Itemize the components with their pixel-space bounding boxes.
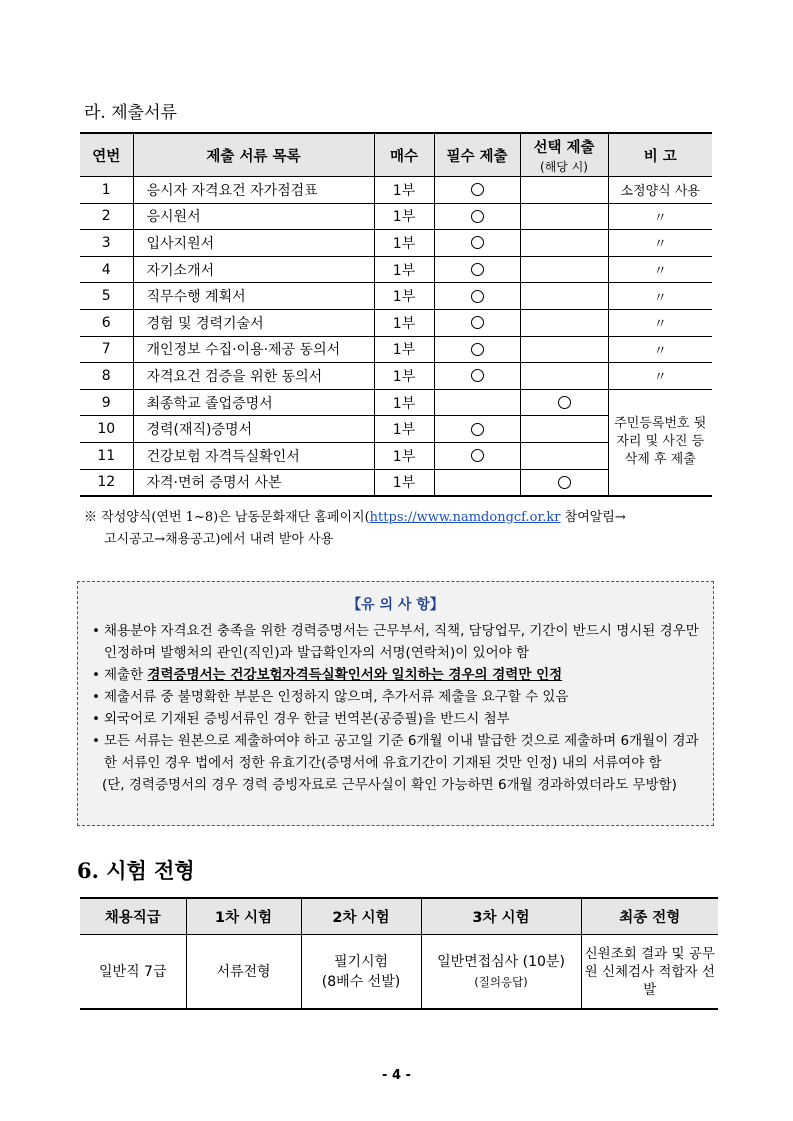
page-number: - 4 - — [382, 1068, 411, 1083]
final-cell: 신원조회 결과 및 공무원 신체검사 적합자 선발 — [581, 935, 718, 1010]
required-mark — [434, 442, 520, 469]
row-name: 경험 및 경력기술서 — [133, 309, 374, 336]
row-note: 〃 — [608, 309, 712, 336]
header-stage1: 1차 시험 — [186, 898, 301, 935]
documents-table — [80, 132, 712, 497]
row-count: 1부 — [374, 203, 434, 230]
header-grade: 채용직급 — [80, 898, 186, 935]
notice-list — [78, 620, 713, 774]
required-mark — [434, 309, 520, 336]
optional-mark — [520, 416, 608, 443]
list-item: • 제출서류 중 불명확한 부분은 인정하지 않으며, 추가서류 제출을 요구할 수 있음 — [92, 689, 569, 705]
required-mark — [434, 230, 520, 257]
row-no: 8 — [80, 363, 133, 390]
footnote-line-1: ※ 작성양식(연번 1~8)은 남동문화재단 홈페이지(https://www.namdongcf.or.kr 참여알림→ — [84, 510, 626, 525]
table-row — [80, 256, 712, 283]
header-required: 필수 제출 — [434, 133, 520, 177]
optional-mark — [520, 442, 608, 469]
grade-cell: 일반직 7급 — [80, 935, 186, 1010]
table-row — [80, 177, 712, 204]
row-note: 〃 — [608, 283, 712, 310]
circle-icon — [471, 369, 484, 382]
row-no: 3 — [80, 230, 133, 257]
header-count: 매수 — [374, 133, 434, 177]
header-note: 비 고 — [608, 133, 712, 177]
row-note: 〃 — [608, 336, 712, 363]
row-no: 7 — [80, 336, 133, 363]
table-row — [80, 283, 712, 310]
row-count: 1부 — [374, 336, 434, 363]
optional-mark — [520, 283, 608, 310]
notice-tail: (단, 경력증명서의 경우 경력 증빙자료로 근무사실이 확인 가능하면 6개월 경과하였더라도 무방함) — [102, 777, 677, 793]
circle-icon — [558, 396, 571, 409]
circle-icon — [471, 290, 484, 303]
row-name: 개인정보 수집·이용·제공 동의서 — [133, 336, 374, 363]
optional-mark — [520, 389, 608, 416]
row-no: 12 — [80, 469, 133, 496]
table-row — [80, 336, 712, 363]
header-final: 최종 전형 — [581, 898, 718, 935]
row-name: 응시원서 — [133, 203, 374, 230]
row-name: 직무수행 계획서 — [133, 283, 374, 310]
table-row — [80, 935, 718, 1010]
notice-box — [77, 581, 714, 826]
optional-mark — [520, 363, 608, 390]
row-no: 6 — [80, 309, 133, 336]
row-no: 2 — [80, 203, 133, 230]
optional-mark — [520, 203, 608, 230]
row-name: 자기소개서 — [133, 256, 374, 283]
optional-mark — [520, 230, 608, 257]
row-name: 경력(재직)증명서 — [133, 416, 374, 443]
row-name: 최종학교 졸업증명서 — [133, 389, 374, 416]
section-title: 라. 제출서류 — [84, 103, 177, 123]
exam-table — [80, 897, 718, 1010]
row-note: 〃 — [608, 203, 712, 230]
optional-mark — [520, 309, 608, 336]
stage1-cell: 서류전형 — [186, 935, 301, 1010]
required-mark — [434, 256, 520, 283]
row-no: 4 — [80, 256, 133, 283]
required-mark — [434, 203, 520, 230]
row-name: 자격·면허 증명서 사본 — [133, 469, 374, 496]
row-count: 1부 — [374, 363, 434, 390]
row-count: 1부 — [374, 309, 434, 336]
homepage-link[interactable]: https://www.namdongcf.or.kr — [369, 510, 561, 525]
list-item: • 제출한 경력증명서는 건강보험자격득실확인서와 일치하는 경우의 경력만 인정 — [92, 667, 563, 683]
row-count: 1부 — [374, 389, 434, 416]
row-note: 〃 — [608, 363, 712, 390]
footnote-line-2: 고시공고→채용공고)에서 내려 받아 사용 — [104, 532, 334, 547]
circle-icon — [471, 236, 484, 249]
header-stage3: 3차 시험 — [421, 898, 581, 935]
list-item: • 채용분야 자격요건 충족을 위한 경력증명서는 근무부서, 직책, 담당업무, 기간이 반드시 명시된 경우만 인정하며 발행처의 관인(직인)과 발급확인자의 서명(연락처)이 있어야 함 — [92, 623, 699, 661]
required-mark — [434, 416, 520, 443]
stage3-cell: 일반면접심사 (10분) (질의응답) — [421, 935, 581, 1010]
circle-icon — [471, 263, 484, 276]
circle-icon — [471, 210, 484, 223]
circle-icon — [558, 476, 571, 489]
row-count: 1부 — [374, 177, 434, 204]
row-count: 1부 — [374, 283, 434, 310]
row-note: 소정양식 사용 — [608, 177, 712, 204]
footnote — [84, 507, 724, 551]
row-count: 1부 — [374, 469, 434, 496]
row-name: 자격요건 검증을 위한 동의서 — [133, 363, 374, 390]
optional-mark — [520, 336, 608, 363]
required-mark — [434, 389, 520, 416]
row-count: 1부 — [374, 256, 434, 283]
list-item: • 외국어로 기재된 증빙서류인 경우 한글 번역본(공증필)을 반드시 첨부 — [92, 711, 510, 727]
required-mark — [434, 363, 520, 390]
table-row — [80, 363, 712, 390]
optional-mark — [520, 256, 608, 283]
row-no: 5 — [80, 283, 133, 310]
circle-icon — [471, 423, 484, 436]
exam-header-row — [80, 898, 718, 935]
row-name: 응시자 자격요건 자가점검표 — [133, 177, 374, 204]
optional-mark — [520, 177, 608, 204]
circle-icon — [471, 449, 484, 462]
table-row — [80, 389, 712, 416]
row-name: 건강보험 자격득실확인서 — [133, 442, 374, 469]
row-count: 1부 — [374, 230, 434, 257]
row-no: 1 — [80, 177, 133, 204]
row-count: 1부 — [374, 416, 434, 443]
row-no: 9 — [80, 389, 133, 416]
row-note: 〃 — [608, 230, 712, 257]
header-name: 제출 서류 목록 — [133, 133, 374, 177]
documents-header-row — [80, 133, 712, 177]
header-stage2: 2차 시험 — [301, 898, 421, 935]
emphasis-text: 경력증명서는 건강보험자격득실확인서와 일치하는 경우의 경력만 인정 — [147, 667, 563, 683]
circle-icon — [471, 316, 484, 329]
required-mark — [434, 177, 520, 204]
merged-note: 주민등록번호 뒷자리 및 사진 등 삭제 후 제출 — [608, 389, 712, 496]
section-6-title: 6. 시험 전형 — [77, 858, 195, 883]
table-row — [80, 230, 712, 257]
row-name: 입사지원서 — [133, 230, 374, 257]
row-count: 1부 — [374, 442, 434, 469]
notice-title: 【유 의 사 항】 — [347, 597, 444, 613]
stage2-cell: 필기시험 (8배수 선발) — [301, 935, 421, 1010]
row-note: 〃 — [608, 256, 712, 283]
required-mark — [434, 336, 520, 363]
circle-icon — [471, 183, 484, 196]
circle-icon — [471, 343, 484, 356]
table-row — [80, 203, 712, 230]
required-mark — [434, 469, 520, 496]
row-no: 11 — [80, 442, 133, 469]
list-item: • 모든 서류는 원본으로 제출하여야 하고 공고일 기준 6개월 이내 발급한 것으로 제출하며 6개월이 경과한 서류인 경우 법에서 정한 유효기간(증명서에 유효기간이 기재된 것만 인정) 내의 서류여야 함 — [92, 733, 699, 771]
optional-mark — [520, 469, 608, 496]
header-optional: 선택 제출 (해당 시) — [520, 133, 608, 177]
required-mark — [434, 283, 520, 310]
row-no: 10 — [80, 416, 133, 443]
header-no: 연번 — [80, 133, 133, 177]
table-row — [80, 309, 712, 336]
